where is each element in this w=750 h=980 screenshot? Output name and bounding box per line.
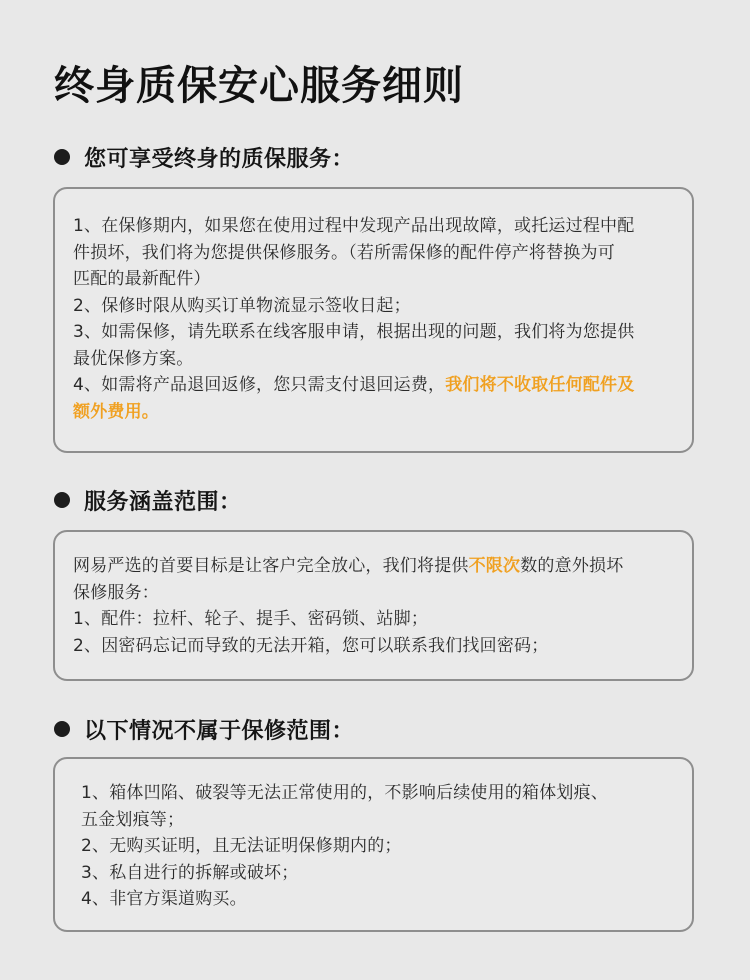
text-line: 匹配的最新配件） bbox=[73, 269, 211, 289]
exclusions-text bbox=[81, 780, 678, 913]
text-line: 五金划痕等； bbox=[81, 809, 185, 830]
highlight-text: 额外费用。 bbox=[73, 401, 159, 422]
text-line: 1、在保修期内，如果您在使用过程中发现产品出现故障，或托运过程中配 bbox=[73, 216, 635, 236]
text-line bbox=[73, 399, 678, 426]
section-heading-text: 以下情况不属于保修范围： bbox=[84, 718, 355, 744]
section-heading-warranty bbox=[54, 139, 354, 175]
section-heading-text: 服务涵盖范围： bbox=[84, 489, 242, 515]
warranty-details-text bbox=[73, 213, 678, 425]
section-heading-text: 您可享受终身的质保服务： bbox=[84, 146, 355, 172]
text-line: 2、因密码忘记而导致的无法开箱，您可以联系我们找回密码； bbox=[73, 635, 549, 656]
text-line: 2、保修时限从购买订单物流显示签收日起； bbox=[73, 295, 411, 316]
text-line: 4、非官方渠道购买。 bbox=[81, 889, 247, 909]
bullet-dot-icon bbox=[54, 721, 70, 737]
text-line: 1、箱体凹陷、破裂等无法正常使用的，不影响后续使用的箱体划痕、 bbox=[81, 783, 609, 803]
text-line: 4、如需将产品退回返修，您只需支付退回运费，我们将不收取任何配件及 bbox=[73, 375, 635, 395]
text-line: 最优保修方案。 bbox=[73, 348, 194, 369]
exclusions-box bbox=[53, 757, 694, 932]
page-title: 终身质保安心服务细则 bbox=[54, 63, 464, 109]
coverage-text bbox=[73, 553, 678, 659]
text-line: 网易严选的首要目标是让客户完全放心，我们将提供不限次数的意外损坏 bbox=[73, 556, 624, 576]
text-line: 件损坏，我们将为您提供保修服务。（若所需保修的配件停产将替换为可 bbox=[73, 242, 615, 263]
text-line: 3、如需保修，请先联系在线客服申请，根据出现的问题，我们将为您提供 bbox=[73, 322, 635, 342]
warranty-details-box bbox=[53, 187, 694, 453]
section-heading-coverage bbox=[54, 482, 242, 518]
highlight-text: 我们将不收取任何配件及 bbox=[445, 375, 635, 395]
text-line: 3、私自进行的拆解或破坏； bbox=[81, 862, 299, 883]
text-line: 1、配件：拉杆、轮子、提手、密码锁、站脚； bbox=[73, 609, 429, 629]
bullet-dot-icon bbox=[54, 492, 70, 508]
bullet-dot-icon bbox=[54, 149, 70, 165]
text-line: 保修服务： bbox=[73, 582, 159, 603]
section-heading-exclusions bbox=[54, 711, 354, 747]
highlight-text: 不限次 bbox=[468, 556, 521, 576]
text-line: 2、无购买证明，且无法证明保修期内的； bbox=[81, 836, 402, 856]
coverage-box bbox=[53, 530, 694, 681]
